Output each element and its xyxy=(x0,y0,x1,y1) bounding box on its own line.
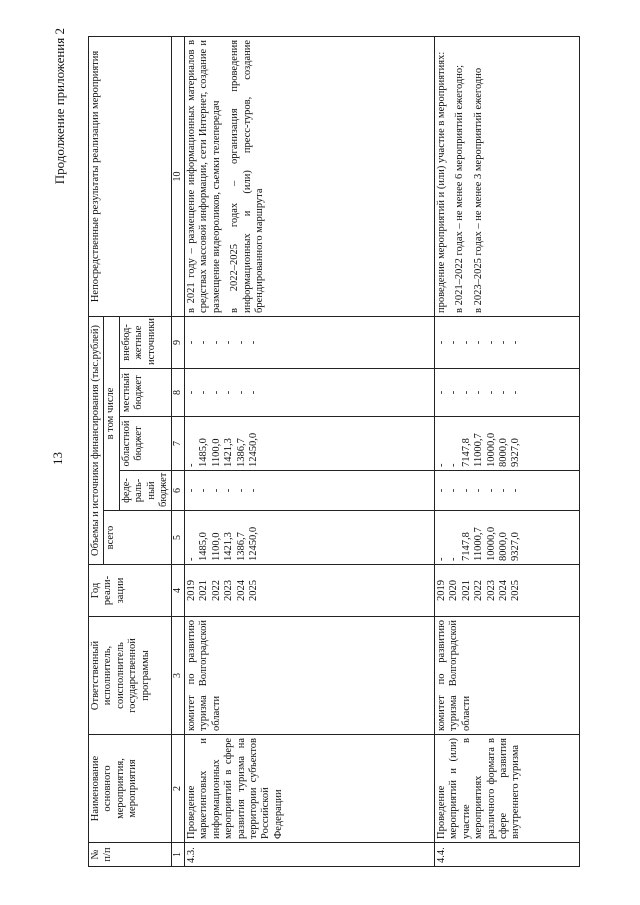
header-local: местный бюджет xyxy=(119,369,172,417)
continuation-label: Продолжение приложения 2 xyxy=(52,28,67,185)
row-years: 2019 2020 2021 2022 2023 2024 2025 xyxy=(435,565,580,617)
row-extra: - - - - - - - xyxy=(435,316,580,368)
header-executor: Ответственный исполнитель, соисполнитель государственной программы xyxy=(89,617,172,735)
col-number: 10 xyxy=(172,36,185,316)
header-extra: внебюд-жетные источники xyxy=(119,316,172,368)
col-number: 5 xyxy=(172,511,185,565)
col-number: 4 xyxy=(172,565,185,617)
row-regional: - 1485,0 1100,0 1421,3 1386,7 12450,0 xyxy=(185,417,435,471)
header-year: Год реали-зации xyxy=(89,565,172,617)
col-number: 6 xyxy=(172,471,185,511)
row-years: 2019 2021 2022 2023 2024 2025 xyxy=(185,565,435,617)
col-number: 7 xyxy=(172,417,185,471)
header-results: Непосредственные результаты реализации мероприятия xyxy=(89,36,172,316)
header-incl: в том числе xyxy=(104,316,119,510)
row-results: в 2021 году – размещение информационных материалов в средствах массовой информации, сети Интернет, создание и размещение видеороликов, съемки телепередач в 2022–2025 годах – организация проведения информационных и (или) пресс-туров, создание брендированного маршрута xyxy=(185,36,435,316)
row-executor: комитет по развитию туризма Волгоградской области xyxy=(185,617,435,735)
page-number: 13 xyxy=(50,452,65,465)
header-total: всего xyxy=(104,511,172,565)
row-num: 4.4. xyxy=(435,843,580,867)
row-name: Проведение мероприятий и (или) участие в мероприятиях различного формата в сфере развития внутреннего туризма xyxy=(435,735,580,843)
row-local: - - - - - - xyxy=(185,369,435,417)
row-regional: - - 7147,8 11000,7 10000,0 8000,0 9327,0 xyxy=(435,417,580,471)
col-number: 3 xyxy=(172,617,185,735)
header-num: № п/п xyxy=(89,843,172,867)
header-federal: феде-раль-ный бюджет xyxy=(119,471,172,511)
header-name: Наименование основного мероприятия, мероприятия xyxy=(89,735,172,843)
row-total: - 1485,0 1100,0 1421,3 1386,7 12450,0 xyxy=(185,511,435,565)
col-number: 9 xyxy=(172,316,185,368)
row-results: проведение мероприятий и (или) участие в мероприятиях: в 2021–2022 годах – не менее 6 мероприятий ежегодно; в 2023–2025 годах – не менее 3 мероприятий ежегодно xyxy=(435,36,580,316)
table-row xyxy=(435,36,580,866)
col-number: 2 xyxy=(172,735,185,843)
row-federal: - - - - - - - xyxy=(435,471,580,511)
col-number: 1 xyxy=(172,843,185,867)
program-table xyxy=(88,36,580,867)
row-executor: комитет по развитию туризма Волгоградской области xyxy=(435,617,580,735)
row-federal: - - - - - - xyxy=(185,471,435,511)
header-funding: Объемы и источники финансирования (тыс.рублей) xyxy=(89,316,104,564)
table-row xyxy=(185,36,435,866)
row-extra: - - - - - - xyxy=(185,316,435,368)
row-num: 4.3. xyxy=(185,843,435,867)
header-regional: областной бюджет xyxy=(119,417,172,471)
row-name: Проведение маркетинговых и информационных мероприятий в сфере развития туризма на территории субъектов Российской Федерации xyxy=(185,735,435,843)
row-total: - - 7147,8 11000,7 10000,0 8000,0 9327,0 xyxy=(435,511,580,565)
row-local: - - - - - - - xyxy=(435,369,580,417)
col-number: 8 xyxy=(172,369,185,417)
